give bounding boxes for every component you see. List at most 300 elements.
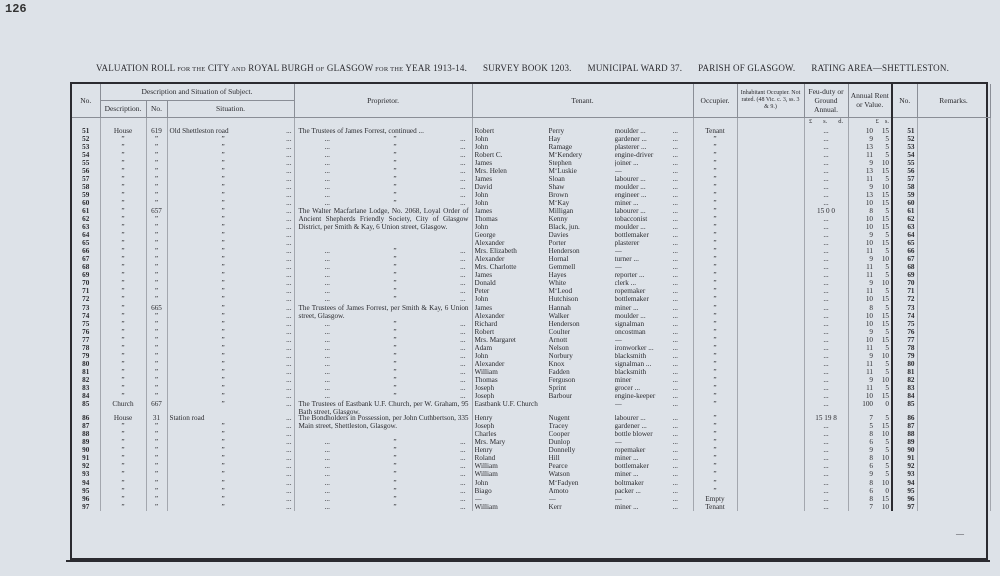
rent-shillings: 5 <box>885 247 890 256</box>
tenant-occupation: signalman <box>614 319 645 328</box>
entry-number: 59 <box>72 191 100 199</box>
subject-number: ” <box>146 279 167 287</box>
subject-number: ” <box>146 376 167 384</box>
tenant-surname <box>549 400 615 408</box>
entry-number-right: 65 <box>892 239 917 247</box>
rent-pounds: 11 <box>866 367 874 376</box>
table-row <box>72 167 990 175</box>
annual-rent-cell <box>848 239 892 247</box>
tenant-first-name: Eastbank U.F. Church <box>474 400 538 409</box>
subject-number: ” <box>146 312 167 320</box>
entry-number-right: 63 <box>892 223 917 231</box>
annual-rent-cell <box>848 151 892 159</box>
remarks-cell <box>917 487 990 495</box>
rent-shillings: 10 <box>881 279 890 288</box>
feu-duty-cell: ... <box>804 247 848 255</box>
occupier-cell: ” <box>693 462 737 470</box>
proprietor-name: The Trustees of Eastbank U.F. Church, per W. Graham, 95 Bath street, Glasgow. <box>298 400 469 417</box>
occupier-cell: ” <box>693 191 737 199</box>
tenant-cell: Alexander Hornal turner ... ... <box>472 255 693 263</box>
entry-number-right: 83 <box>892 384 917 392</box>
subject-number: ” <box>146 263 167 271</box>
remarks-cell <box>917 414 990 422</box>
description-cell: ” <box>100 328 146 336</box>
rent-pounds: 11 <box>866 263 874 272</box>
tenant-first-name: William <box>474 502 498 511</box>
remarks-cell <box>917 454 990 462</box>
inhabitant-occupier-cell <box>737 279 804 287</box>
entry-number: 89 <box>72 438 100 446</box>
rent-shillings: 15 <box>881 319 890 328</box>
occupier-cell: ” <box>693 446 737 454</box>
subject-number: ” <box>146 384 167 392</box>
rating-area: RATING AREA—SHETTLESTON. <box>811 63 950 73</box>
rent-pounds: 10 <box>865 198 874 207</box>
description-cell: ” <box>100 183 146 191</box>
rent-pounds: 7 <box>869 414 874 423</box>
tenant-first-name: John <box>474 198 489 207</box>
tenant-cell: James Stephen joiner ... ... <box>472 159 693 167</box>
entry-number-right: 71 <box>892 287 917 295</box>
table-row <box>72 503 990 511</box>
entry-number: 57 <box>72 175 100 183</box>
entry-number: 76 <box>72 328 100 336</box>
annual-rent-cell <box>848 223 892 231</box>
occupier-cell: ” <box>693 360 737 368</box>
tenant-surname: Ferguson <box>548 375 576 384</box>
proprietor-cell: ... ” ... <box>294 446 472 454</box>
proprietor-cell: ... ” ... <box>294 438 472 446</box>
tenant-cell: John Norbury blacksmith ... <box>472 352 693 360</box>
tenant-occupation: joiner ... <box>614 158 639 167</box>
occupier-cell: ” <box>693 135 737 143</box>
remarks-cell <box>917 422 990 430</box>
tenant-cell: James Milligan labourer ... ... <box>472 207 693 215</box>
tenant-occupation: — <box>614 494 622 503</box>
entry-number: 90 <box>72 446 100 454</box>
remarks-cell <box>917 207 990 215</box>
proprietor-cell: ... ” ... <box>294 199 472 207</box>
proprietor-name: The Bondholders in Possession, per John Cuthbertson, 335 Main street, Shettleston, Glasgow. <box>298 414 469 431</box>
feu-duty-cell: ... <box>804 352 848 360</box>
rent-pounds: 13 <box>865 166 874 175</box>
feu-duty-cell: ... <box>804 183 848 191</box>
remarks-cell <box>917 384 990 392</box>
situation-cell: ” ... <box>167 487 294 495</box>
rent-shillings: 15 <box>881 166 890 175</box>
entry-number: 60 <box>72 199 100 207</box>
header-tenant: Tenant. <box>472 84 693 117</box>
remarks-cell <box>917 430 990 438</box>
annual-rent-cell <box>848 143 892 151</box>
remarks-cell <box>917 151 990 159</box>
tenant-occupation: engineer ... <box>614 190 647 199</box>
valuation-ledger <box>70 82 988 560</box>
tenant-first-name: Joseph <box>474 422 495 431</box>
inhabitant-occupier-cell <box>737 287 804 295</box>
inhabitant-occupier-cell <box>737 207 804 215</box>
description-cell: ” <box>100 479 146 487</box>
inhabitant-occupier-cell <box>737 462 804 470</box>
subject-number: ” <box>146 215 167 223</box>
title-part: YEAR 1913-14. <box>403 63 468 73</box>
subject-number: ” <box>146 223 167 231</box>
inhabitant-occupier-cell <box>737 159 804 167</box>
annual-rent-cell <box>848 352 892 360</box>
remarks-cell <box>917 328 990 336</box>
rent-pounds: 9 <box>869 158 874 167</box>
roll-title <box>96 63 467 73</box>
remarks-cell <box>917 376 990 384</box>
annual-rent-cell <box>848 328 892 336</box>
remarks-cell <box>917 368 990 376</box>
remarks-cell <box>917 135 990 143</box>
occupier-cell: ” <box>693 295 737 303</box>
rent-shillings: 5 <box>885 343 890 352</box>
table-row <box>72 135 990 143</box>
rent-pounds: 9 <box>869 134 874 143</box>
rent-shillings: 15 <box>881 190 890 199</box>
title-part: CITY <box>205 63 230 73</box>
inhabitant-occupier-cell <box>737 360 804 368</box>
tenant-surname: Tracey <box>548 422 569 431</box>
occupier-cell: ” <box>693 199 737 207</box>
entry-number: 71 <box>72 287 100 295</box>
feu-duty-cell: ... <box>804 495 848 503</box>
occupier-cell: ” <box>693 430 737 438</box>
tenant-occupation: packer ... <box>614 486 641 495</box>
remarks-cell <box>917 304 990 312</box>
feu-duty-cell: ... <box>804 312 848 320</box>
tenant-surname: Davies <box>548 231 569 240</box>
rent-pounds: 11 <box>866 271 874 280</box>
inhabitant-occupier-cell <box>737 223 804 231</box>
annual-rent-cell <box>848 320 892 328</box>
rent-pounds: 9 <box>869 182 874 191</box>
annual-rent-cell <box>848 215 892 223</box>
description-cell: House <box>100 127 146 135</box>
occupier-cell: ” <box>693 352 737 360</box>
remarks-cell <box>917 175 990 183</box>
occupier-cell: ” <box>693 231 737 239</box>
entry-number-right: 94 <box>892 479 917 487</box>
entry-number-right: 95 <box>892 487 917 495</box>
tenant-cell: Joseph Barbour engine-keeper ... <box>472 392 693 400</box>
proprietor-cell: ... ” ... <box>294 135 472 143</box>
rent-pounds: 11 <box>866 287 874 296</box>
description-cell: ” <box>100 223 146 231</box>
description-cell: ” <box>100 503 146 511</box>
feu-duty-cell: 15 19 8 <box>804 414 848 422</box>
entry-number-right: 61 <box>892 207 917 215</box>
situation-cell: ” ... <box>167 247 294 255</box>
table-row <box>72 400 990 408</box>
table-row <box>72 223 990 231</box>
municipal-ward: MUNICIPAL WARD 37. <box>587 63 683 73</box>
inhabitant-occupier-cell <box>737 183 804 191</box>
occupier-cell: ” <box>693 287 737 295</box>
rent-shillings: 5 <box>885 446 890 455</box>
inhabitant-occupier-cell <box>737 392 804 400</box>
tenant-surname: Arnott <box>548 335 568 344</box>
situation-cell: ” ... <box>167 384 294 392</box>
tenant-first-name: Donald <box>474 279 496 288</box>
occupier-cell: ” <box>693 454 737 462</box>
remarks-cell <box>917 360 990 368</box>
situation-cell: ” ... <box>167 159 294 167</box>
occupier-cell: Tenant <box>693 127 737 135</box>
occupier-cell: ” <box>693 159 737 167</box>
description-cell: ” <box>100 295 146 303</box>
tenant-first-name: John <box>474 190 489 199</box>
subject-number: ” <box>146 151 167 159</box>
inhabitant-occupier-cell <box>737 503 804 511</box>
remarks-cell <box>917 392 990 400</box>
rent-shillings: 5 <box>885 367 890 376</box>
feu-duty-cell: 15 0 0 <box>804 207 848 215</box>
tenant-surname: Stephen <box>548 158 572 167</box>
situation-cell: ” ... <box>167 263 294 271</box>
feu-duty-cell: ... <box>804 400 848 408</box>
annual-rent-cell <box>848 487 892 495</box>
entry-number-right: 88 <box>892 430 917 438</box>
tenant-occupation: turner ... <box>614 255 639 264</box>
tenant-surname: Black, jun. <box>548 223 580 232</box>
proprietor-cell: ... ” ... <box>294 320 472 328</box>
tenant-occupation: miner ... <box>614 454 639 463</box>
tenant-cell: Robert Perry moulder ... ... <box>472 127 693 135</box>
proprietor-cell <box>294 303 472 320</box>
tenant-occupation: miner ... <box>614 198 639 207</box>
entry-number-right: 92 <box>892 462 917 470</box>
table-row <box>72 470 990 478</box>
remarks-cell <box>917 503 990 511</box>
occupier-cell: ” <box>693 279 737 287</box>
proprietor-cell: ... ” ... <box>294 360 472 368</box>
entry-number-right: 52 <box>892 135 917 143</box>
tenant-surname: Hay <box>548 134 561 143</box>
tenant-occupation: engine-keeper <box>614 392 656 401</box>
subject-number: ” <box>146 231 167 239</box>
occupier-cell: ” <box>693 336 737 344</box>
tenant-cell: Richard Henderson signalman ... <box>472 320 693 328</box>
entry-number-right: 74 <box>892 312 917 320</box>
entry-number-right: 69 <box>892 271 917 279</box>
tenant-surname: Sprint <box>548 384 567 392</box>
header-desc-group: Description and Situation of Subject. <box>100 84 294 100</box>
table-row <box>72 127 990 135</box>
proprietor-name: The Walter Macfarlane Lodge, No. 2068, Loyal Order of Ancient Shepherds Friendly Society, City of Glasgow District, per Smith & Kay, 6 Union street, Glasgow. <box>298 206 469 232</box>
feu-duty-cell: ... <box>804 127 848 135</box>
occupier-cell: ” <box>693 344 737 352</box>
rent-shillings: 10 <box>881 430 890 439</box>
annual-rent-cell <box>848 135 892 143</box>
tenant-surname: Barbour <box>548 392 573 401</box>
units-row <box>72 117 990 127</box>
proprietor-cell <box>294 400 472 417</box>
entry-number: 83 <box>72 384 100 392</box>
situation-cell: ” ... <box>167 368 294 376</box>
title-part: OF <box>313 66 325 73</box>
occupier-cell: ” <box>693 438 737 446</box>
tenant-first-name: Alexander <box>474 359 505 368</box>
table-row <box>72 336 990 344</box>
occupier-cell: Tenant <box>693 503 737 511</box>
situation-cell: ” ... <box>167 320 294 328</box>
feu-duty-cell: ... <box>804 159 848 167</box>
tenant-first-name: — <box>474 494 482 503</box>
inhabitant-occupier-cell <box>737 422 804 430</box>
feu-duty-cell: ... <box>804 143 848 151</box>
subject-number: ” <box>146 175 167 183</box>
page-number: 126 <box>5 2 27 16</box>
annual-rent-cell <box>848 422 892 430</box>
feu-duty-cell: ... <box>804 360 848 368</box>
tenant-occupation: miner ... <box>614 303 639 312</box>
situation-cell: ” ... <box>167 360 294 368</box>
tenant-surname: Hannah <box>548 303 571 312</box>
rent-shillings: 5 <box>885 134 890 143</box>
description-cell: ” <box>100 392 146 400</box>
entry-number-right: 57 <box>892 175 917 183</box>
valuation-table <box>72 84 991 511</box>
description-cell: ” <box>100 344 146 352</box>
rent-shillings: 10 <box>881 478 890 487</box>
entry-number: 84 <box>72 392 100 400</box>
tenant-occupation: ropemaker <box>614 446 646 455</box>
entry-number: 62 <box>72 215 100 223</box>
annual-rent-cell <box>848 271 892 279</box>
proprietor-cell: ... ” ... <box>294 271 472 279</box>
rent-pounds: 11 <box>866 359 874 368</box>
rent-shillings: 15 <box>881 198 890 207</box>
description-cell: ” <box>100 231 146 239</box>
inhabitant-occupier-cell <box>737 470 804 478</box>
feu-duty-cell: ... <box>804 462 848 470</box>
description-cell: House <box>100 414 146 422</box>
occupier-cell: ” <box>693 271 737 279</box>
feu-duty-cell: ... <box>804 376 848 384</box>
proprietor-cell: ... ” ... <box>294 384 472 392</box>
rent-pounds: 13 <box>865 190 874 199</box>
inhabitant-occupier-cell <box>737 328 804 336</box>
occupier-cell: ” <box>693 376 737 384</box>
tenant-occupation: moulder ... <box>614 126 646 135</box>
table-row <box>72 287 990 295</box>
rent-pounds: 5 <box>869 422 874 431</box>
subject-number: ” <box>146 438 167 446</box>
tenant-surname: Shaw <box>548 182 565 191</box>
rent-shillings: 15 <box>881 126 890 135</box>
tenant-first-name: Henry <box>474 414 493 423</box>
description-cell: ” <box>100 159 146 167</box>
tenant-first-name: Joseph <box>474 384 495 392</box>
tenant-cell: Mrs. Charlotte Gemmell — ... <box>472 263 693 271</box>
description-cell: ” <box>100 352 146 360</box>
tenant-occupation: plasterer <box>614 239 640 248</box>
tenant-occupation: blacksmith <box>614 351 647 360</box>
occupier-cell: ” <box>693 304 737 312</box>
tenant-occupation: — <box>614 438 622 447</box>
situation-cell: ” ... <box>167 295 294 303</box>
table-row <box>72 462 990 470</box>
entry-number: 54 <box>72 151 100 159</box>
tenant-first-name: George <box>474 231 496 240</box>
header-proprietor: Proprietor. <box>294 84 472 117</box>
annual-rent-cell <box>848 199 892 207</box>
proprietor-name: The Trustees of James Forrest, continued ... <box>298 126 424 135</box>
table-row <box>72 414 990 422</box>
tenant-surname: Fadden <box>548 367 570 376</box>
tenant-occupation: bottlemaker <box>614 462 649 471</box>
entry-number: 75 <box>72 320 100 328</box>
occupier-cell: ” <box>693 384 737 392</box>
description-cell: ” <box>100 336 146 344</box>
remarks-cell <box>917 400 990 408</box>
description-cell: ” <box>100 263 146 271</box>
feu-duty-cell: ... <box>804 255 848 263</box>
tenant-occupation: — <box>614 400 622 409</box>
title-part: AND <box>229 66 246 73</box>
subject-number: ” <box>146 159 167 167</box>
entry-number: 95 <box>72 487 100 495</box>
rent-pounds: 6 <box>869 462 874 471</box>
subject-number: ” <box>146 295 167 303</box>
remarks-cell <box>917 287 990 295</box>
description-cell: ” <box>100 215 146 223</box>
tenant-cell: Mrs. Mary Dunlop — ... <box>472 438 693 446</box>
rent-pounds: 9 <box>869 255 874 264</box>
remarks-cell <box>917 143 990 151</box>
subject-number: ” <box>146 247 167 255</box>
pound-unit: £ <box>875 117 879 125</box>
title-part: FOR THE <box>373 66 404 73</box>
description-cell: ” <box>100 271 146 279</box>
feu-duty-cell: ... <box>804 336 848 344</box>
tenant-cell: Robert C. M‘Kendery engine-driver ... <box>472 151 693 159</box>
occupier-cell: ” <box>693 239 737 247</box>
entry-number: 78 <box>72 344 100 352</box>
occupier-cell: ” <box>693 392 737 400</box>
situation-cell: ” ... <box>167 167 294 175</box>
subject-number: ” <box>146 479 167 487</box>
proprietor-cell: ... ” ... <box>294 462 472 470</box>
table-row <box>72 454 990 462</box>
tenant-occupation: signalman ... <box>614 359 652 368</box>
subject-number: ” <box>146 360 167 368</box>
situation-cell: ” ... <box>167 255 294 263</box>
tenant-cell: William Fadden blacksmith ... <box>472 368 693 376</box>
occupier-cell: ” <box>693 143 737 151</box>
proprietor-cell: ... ” ... <box>294 183 472 191</box>
proprietor-name: The Trustees of James Forrest, per Smith & Kay, 6 Union street, Glasgow. <box>298 303 469 320</box>
remarks-cell <box>917 167 990 175</box>
occupier-cell: ” <box>693 328 737 336</box>
table-row <box>72 430 990 438</box>
tenant-surname: Hill <box>548 454 560 463</box>
tenant-first-name: John <box>474 142 489 151</box>
description-cell: ” <box>100 175 146 183</box>
inhabitant-occupier-cell <box>737 487 804 495</box>
entry-number-right: 78 <box>892 344 917 352</box>
rent-shillings: 15 <box>881 295 890 304</box>
rent-shillings: 5 <box>885 327 890 336</box>
tenant-first-name: Joseph <box>474 392 495 401</box>
annual-rent-cell <box>848 479 892 487</box>
feu-duty-cell: ... <box>804 479 848 487</box>
tenant-occupation: blacksmith <box>614 367 647 376</box>
tenant-first-name: Alexander <box>474 311 505 320</box>
